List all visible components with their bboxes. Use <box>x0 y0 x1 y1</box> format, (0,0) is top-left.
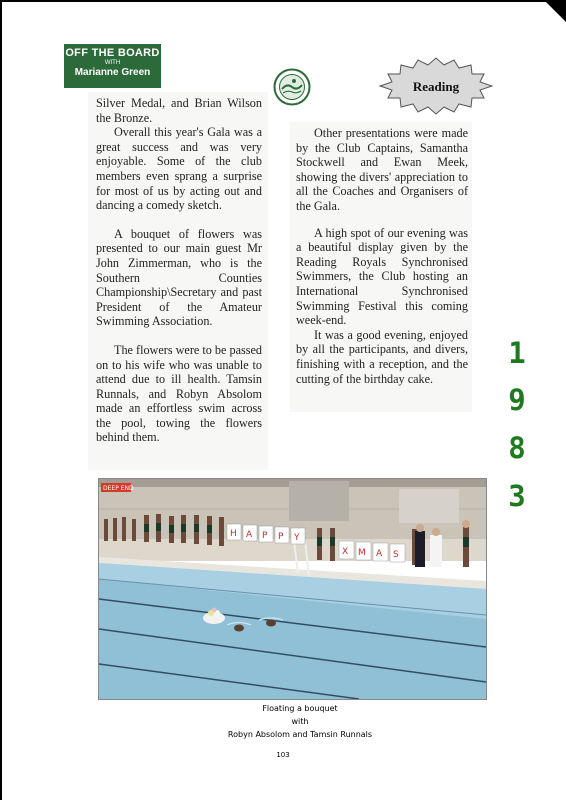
year-digit: 9 <box>508 383 526 417</box>
article-paragraph: A high spot of our evening was a beautiful display given by the Reading Royals Synchronised Swimmers, the Club hosting an International Synchronised Swimming Festival this coming week-end. <box>296 225 468 328</box>
article-paragraph: It was a good evening, enjoyed by all the participants, and divers, finishing with a reception, and the cutting of the birthday cake. <box>296 327 468 386</box>
year-digit: 3 <box>508 479 526 513</box>
column-masthead <box>64 44 161 88</box>
swimmer-head <box>266 620 276 627</box>
card-letter: H <box>230 529 237 539</box>
photo-caption-line: Floating a bouquet <box>262 704 338 713</box>
pool-photo-image <box>99 479 486 699</box>
page-border-top <box>0 0 566 2</box>
masthead-author: Marianne Green <box>74 67 151 78</box>
card-letter: A <box>246 530 253 540</box>
article-paragraph: A bouquet of flowers was presented to our main guest Mr John Zimmerman, who is the Southern Counties Championship\Secretary and past President of the Amateur Swimming Association. <box>96 226 262 329</box>
article-right-column <box>296 126 468 386</box>
page-border-left <box>0 0 2 800</box>
photo-caption-line: Robyn Absolom and Tamsin Runnals <box>227 730 373 739</box>
year-digit: 1 <box>508 336 526 370</box>
card-letter: P <box>278 532 284 542</box>
card-letter: Y <box>294 533 300 543</box>
photo-caption-line: with <box>291 717 309 726</box>
article-left-column <box>96 96 262 445</box>
masthead-title: OFF THE BOARD <box>65 47 160 59</box>
article-paragraph: Silver Medal, and Brian Wilson the Bronze. <box>96 96 262 125</box>
card-letter: X <box>342 547 349 557</box>
article-paragraph: The flowers were to be passed on to his wife who was unable to attend due to ill health. Tamsin Runnals, and Robyn Absolom made an effortless swim across the pool, towing the flowers behind them. <box>96 342 262 445</box>
card-letter: M <box>358 548 366 558</box>
article-paragraph: Other presentations were made by the Club Captains, Samantha Stockwell and Ewan Meek, showing the divers' appreciation to all the Coaches and Organisers of the Gala. <box>296 126 468 213</box>
pool-photo <box>98 478 487 700</box>
year-digit: 8 <box>508 431 526 465</box>
page-number: 103 <box>276 751 290 759</box>
reading-badge-label: Reading <box>412 79 460 94</box>
card-letter: P <box>262 531 268 541</box>
card-letter: A <box>376 549 383 559</box>
card-letter: S <box>393 550 399 560</box>
masthead-with: WITH <box>104 60 121 66</box>
article-paragraph: Overall this year's Gala was a great success and was very enjoyable. Some of the club members even sprang a surprise for most of us by acting out and dancing a comedy sketch. <box>96 125 262 213</box>
page-corner-fold <box>544 0 566 22</box>
club-logo-icon <box>273 68 311 106</box>
swimmer-head <box>234 625 244 632</box>
deep-end-sign: DEEP END <box>103 485 134 492</box>
